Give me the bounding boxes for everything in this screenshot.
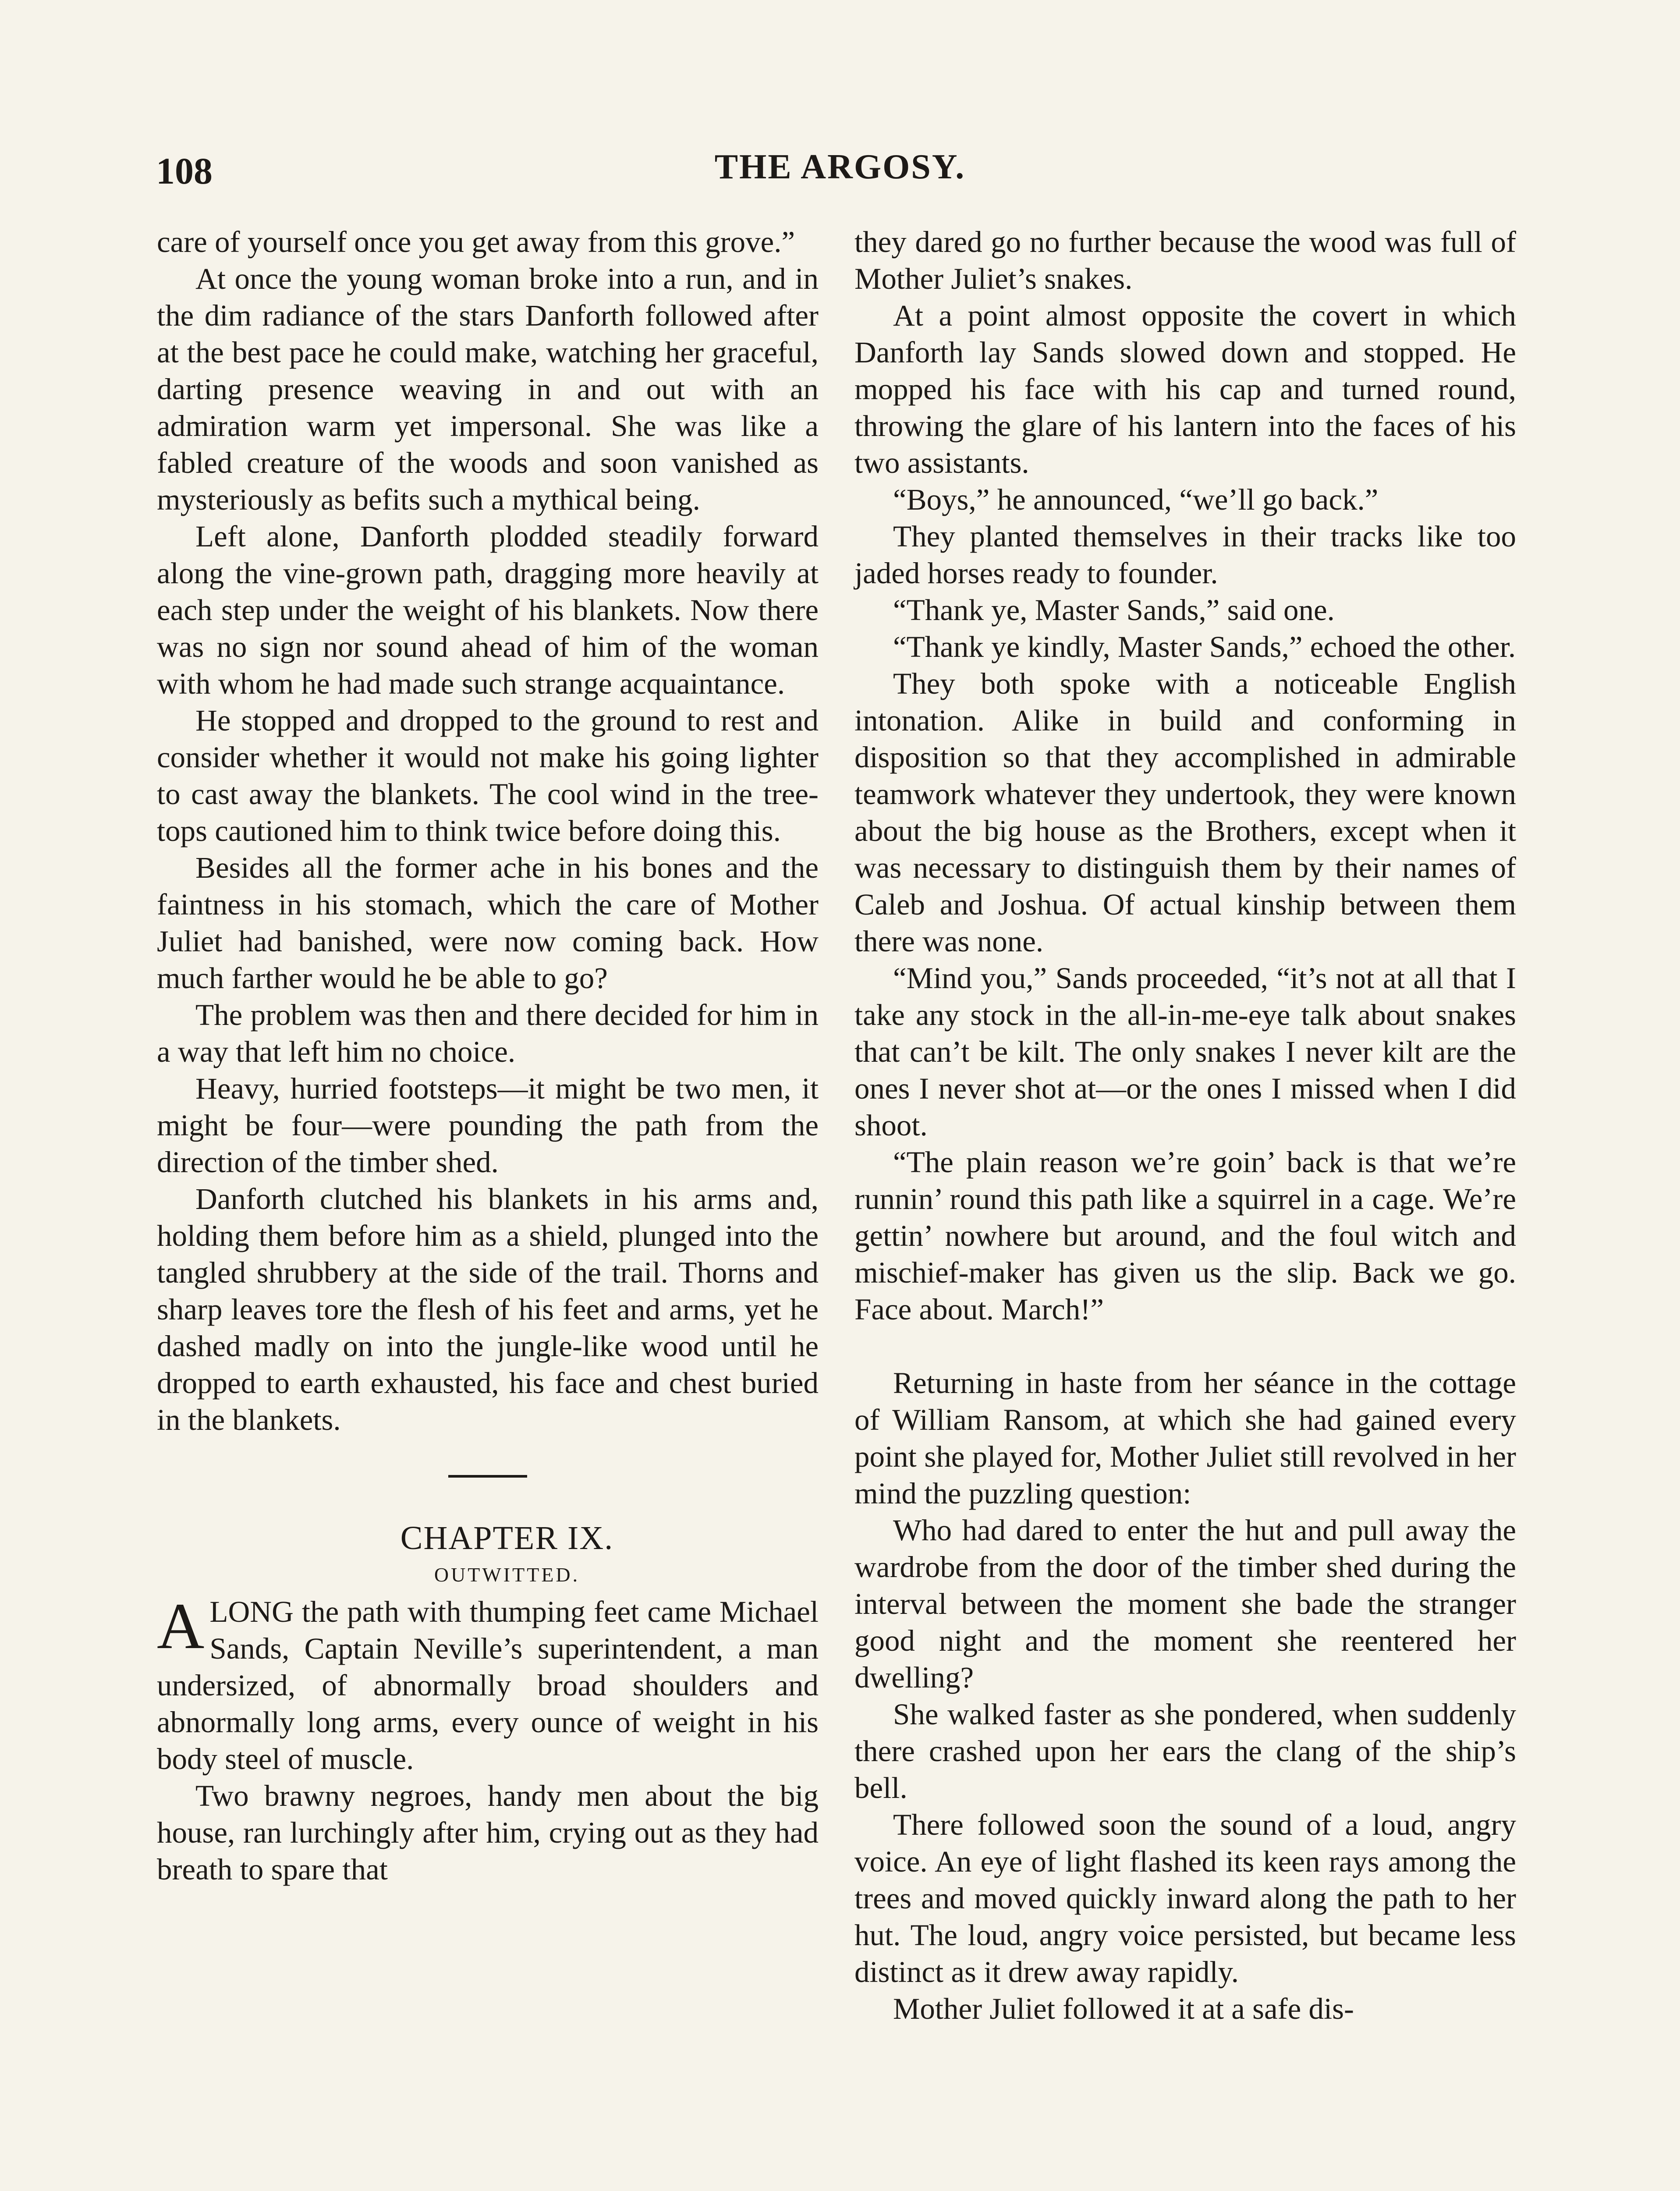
- paragraph: “Thank ye kindly, Master Sands,” echoed the other.: [893, 630, 1516, 663]
- paragraph: “The plain reason we’re goin’ back is that we’re runnin’ round this path like a squirrel in a cage. We’re gettin’ nowhere but around, and the foul witch and mischief-maker has given us the slip. Back we go. Face about. March!”: [854, 1145, 1516, 1326]
- drop-cap: A: [157, 1590, 205, 1663]
- paragraph: “Boys,” he announced, “we’ll go back.”: [893, 483, 1379, 516]
- paragraph: He stopped and dropped to the ground to rest and consider whether it would not make his going lighter to cast away the blankets. The cool wind in the tree-tops cautioned him to think twice before doing this.: [157, 704, 819, 847]
- paragraph: There followed soon the sound of a loud, angry voice. An eye of light flashed its keen rays among the trees and moved quickly inward along the path to her hut. The loud, angry voice persisted, but became less distinct as it drew away rapidly.: [854, 1808, 1516, 1989]
- paragraph: Mother Juliet followed it at a safe dis-: [893, 1992, 1354, 2025]
- paragraph: Returning in haste from her séance in the cottage of William Ransom, at which she had gained every point she played for, Mother Juliet still revolved in her mind the puzzling question:: [854, 1366, 1516, 1510]
- paragraph: Heavy, hurried footsteps—it might be two men, it might be four—were pounding the path from the direction of the timber shed.: [157, 1072, 819, 1179]
- paragraph: Two brawny negroes, handy men about the big house, ran lurchingly after him, crying out as they had breath to spare that: [157, 1779, 819, 1886]
- chapter-opening-text: LONG the path with thumping feet came Michael Sands, Captain Neville’s superintendent, a man undersized, of abnormally broad shoulders and abnormally long arms, every ounce of weight in his body steel of muscle.: [157, 1595, 819, 1776]
- paragraph: Left alone, Danforth plodded steadily forward along the vine-grown path, dragging more heavily at each step under the weight of his blankets. Now there was no sign nor sound ahead of him of the woman with whom he had made such strange acquaintance.: [157, 520, 819, 700]
- paragraph: Danforth clutched his blankets in his arms and, holding them before him as a shield, plunged into the tangled shrubbery at the side of the trail. Thorns and sharp leaves tore the flesh of his feet and arms, yet he dashed madly on into the jungle-like wood until he dropped to earth exhausted, his face and chest buried in the blankets.: [157, 1182, 819, 1436]
- left-column: [157, 223, 819, 1888]
- page-number: 108: [156, 150, 213, 192]
- chapter-opening-paragraph: [157, 1590, 819, 1777]
- chapter-subtitle: OUTWITTED.: [434, 1563, 580, 1586]
- running-head: THE ARGOSY.: [714, 148, 966, 186]
- paragraph: At once the young woman broke into a run, and in the dim radiance of the stars Danforth followed after at the best pace he could make, watching her graceful, darting presence weaving in and out with an admiration warm yet impersonal. She was like a fabled creature of the woods and soon vanished as mysteriously as befits such a mythical being.: [157, 262, 819, 516]
- paragraph: They planted themselves in their tracks like too jaded horses ready to founder.: [854, 520, 1516, 590]
- paragraph: they dared go no further because the wood was full of Mother Juliet’s snakes.: [854, 225, 1516, 295]
- paragraph: care of yourself once you get away from this grove.”: [157, 225, 795, 259]
- paragraph: At a point almost opposite the covert in which Danforth lay Sands slowed down and stopped. He mopped his face with his cap and turned round, throwing the glare of his lantern into the faces of his two assistants.: [854, 299, 1516, 479]
- paragraph: The problem was then and there decided for him in a way that left him no choice.: [157, 998, 819, 1068]
- paragraph: “Mind you,” Sands proceeded, “it’s not at all that I take any stock in the all-in-me-eye talk about snakes that can’t be kilt. The only snakes I never kilt are the ones I never shot at—or the ones I missed when I did shoot.: [854, 961, 1516, 1142]
- chapter-heading: CHAPTER IX.: [400, 1520, 614, 1556]
- paragraph: Who had dared to enter the hut and pull away the wardrobe from the door of the timber shed during the interval between the moment she bade the stranger good night and the moment she reentered her dwelling?: [854, 1514, 1516, 1694]
- paragraph: “Thank ye, Master Sands,” said one.: [893, 593, 1335, 627]
- paragraph: She walked faster as she pondered, when suddenly there crashed upon her ears the clang of the ship’s bell.: [854, 1698, 1516, 1805]
- chapter-divider: [448, 1475, 527, 1478]
- right-column: [854, 223, 1516, 2027]
- paragraph: Besides all the former ache in his bones and the faintness in his stomach, which the care of Mother Juliet had banished, were now coming back. How much farther would he be able to go?: [157, 851, 819, 995]
- section-break: [854, 1328, 1516, 1365]
- paragraph: They both spoke with a noticeable English intonation. Alike in build and conforming in disposition so that they accomplished in admirable teamwork whatever they undertook, they were known about the big house as the Brothers, except when it was necessary to distinguish them by their names of Caleb and Joshua. Of actual kinship between them there was none.: [854, 667, 1516, 958]
